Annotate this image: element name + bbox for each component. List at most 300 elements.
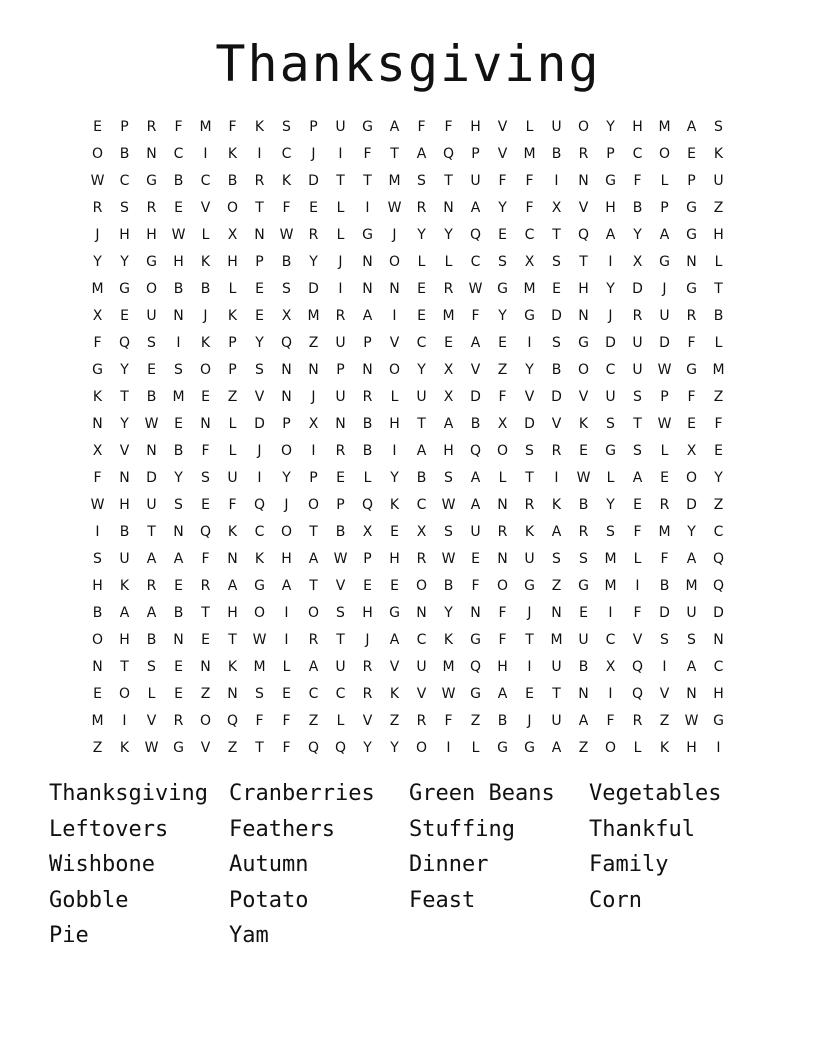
grid-letter: R (146, 199, 157, 216)
grid-letter: B (200, 280, 211, 297)
grid-letter: T (228, 631, 237, 648)
grid-letter: E (93, 118, 102, 135)
grid-letter: V (362, 712, 373, 729)
grid-letter: O (577, 361, 590, 378)
grid-letter: J (338, 253, 343, 270)
grid-letter: T (201, 604, 210, 621)
grid-letter: G (524, 307, 535, 324)
grid-letter: N (308, 361, 319, 378)
grid-letter: W (441, 496, 456, 513)
grid-letter: O (280, 523, 293, 540)
grid-letter: R (146, 577, 157, 594)
grid-letter: X (308, 415, 319, 432)
grid-letter: S (633, 388, 642, 405)
grid-letter: K (227, 658, 238, 675)
grid-letter: Y (255, 334, 264, 351)
grid-letter: H (227, 253, 238, 270)
grid-letter: C (416, 496, 427, 513)
grid-letter: G (470, 685, 481, 702)
grid-letter: Y (309, 253, 318, 270)
grid-letter: Y (714, 469, 723, 486)
grid-letter: T (552, 685, 561, 702)
grid-letter: L (444, 253, 453, 270)
grid-letter: T (579, 253, 588, 270)
grid-letter: C (335, 685, 346, 702)
grid-letter: F (498, 172, 507, 189)
grid-letter: Q (442, 145, 455, 162)
grid-letter: U (551, 712, 562, 729)
grid-letter: Z (389, 712, 400, 729)
grid-letter: Y (687, 523, 696, 540)
grid-letter: G (173, 739, 184, 756)
grid-letter: P (120, 118, 129, 135)
grid-letter: N (578, 685, 589, 702)
grid-letter: A (173, 550, 184, 567)
grid-letter: B (578, 658, 589, 675)
grid-letter: P (228, 334, 237, 351)
grid-letter: A (551, 523, 562, 540)
grid-letter: T (363, 172, 372, 189)
grid-letter: H (470, 118, 481, 135)
word-list-item: Feathers (229, 816, 335, 842)
grid-letter: Z (92, 739, 103, 756)
grid-letter: S (444, 469, 453, 486)
grid-letter: W (657, 415, 672, 432)
grid-letter: R (200, 577, 211, 594)
grid-letter: L (336, 712, 345, 729)
grid-letter: Z (713, 199, 724, 216)
grid-letter: G (686, 361, 697, 378)
grid-letter: Q (631, 685, 644, 702)
grid-letter: W (441, 685, 456, 702)
grid-letter: G (146, 253, 157, 270)
grid-letter: Q (253, 496, 266, 513)
grid-letter: H (443, 442, 454, 459)
grid-letter: O (604, 739, 617, 756)
grid-letter: Y (417, 361, 426, 378)
grid-letter: P (363, 550, 372, 567)
grid-letter: V (578, 199, 589, 216)
grid-letter: E (336, 469, 345, 486)
grid-letter: I (257, 145, 262, 162)
grid-letter: S (660, 631, 669, 648)
grid-letter: K (524, 523, 535, 540)
word-list-item: Thanksgiving (49, 781, 208, 806)
grid-letter: Q (631, 658, 644, 675)
grid-letter: S (282, 280, 291, 297)
grid-letter: I (608, 604, 613, 621)
grid-letter: D (713, 604, 724, 621)
grid-letter: U (470, 172, 481, 189)
grid-letter: S (336, 604, 345, 621)
grid-letter: Y (120, 415, 129, 432)
grid-letter: R (632, 307, 643, 324)
grid-letter: E (174, 577, 183, 594)
grid-letter: D (308, 172, 319, 189)
grid-letter: U (416, 658, 427, 675)
grid-letter: O (199, 712, 212, 729)
grid-letter: E (417, 307, 426, 324)
grid-letter: Y (120, 253, 129, 270)
grid-letter: B (470, 415, 481, 432)
grid-letter: R (686, 307, 697, 324)
grid-letter: Q (226, 712, 239, 729)
grid-letter: L (714, 253, 723, 270)
grid-letter: E (525, 685, 534, 702)
grid-letter: K (659, 739, 670, 756)
grid-letter: Y (444, 604, 453, 621)
grid-letter: F (228, 496, 237, 513)
grid-letter: Y (390, 739, 399, 756)
grid-letter: F (525, 172, 534, 189)
grid-letter: F (714, 415, 723, 432)
grid-letter: P (687, 172, 696, 189)
grid-letter: K (443, 631, 454, 648)
grid-letter: Z (308, 712, 319, 729)
grid-letter: O (145, 280, 158, 297)
grid-letter: G (497, 739, 508, 756)
grid-letter: S (633, 442, 642, 459)
grid-letter: L (390, 388, 399, 405)
grid-letter: R (632, 712, 643, 729)
grid-letter: N (416, 604, 427, 621)
grid-letter: R (335, 442, 346, 459)
word-list-item: Dinner (409, 852, 489, 877)
grid-letter: W (90, 496, 105, 513)
grid-letter: R (173, 712, 184, 729)
grid-letter: L (417, 253, 426, 270)
grid-letter: B (551, 361, 562, 378)
grid-letter: N (281, 388, 292, 405)
grid-letter: J (662, 280, 667, 297)
grid-letter: Y (498, 199, 507, 216)
grid-letter: G (254, 577, 265, 594)
grid-letter: B (173, 280, 184, 297)
grid-letter: I (338, 280, 343, 297)
word-list (49, 778, 769, 956)
grid-letter: S (444, 523, 453, 540)
grid-letter: C (605, 361, 616, 378)
grid-letter: S (282, 118, 291, 135)
grid-letter: S (120, 199, 129, 216)
grid-letter: G (524, 577, 535, 594)
grid-letter: U (551, 658, 562, 675)
grid-letter: F (498, 388, 507, 405)
grid-letter: I (392, 307, 397, 324)
grid-letter: R (524, 496, 535, 513)
grid-letter: Y (498, 307, 507, 324)
grid-letter: U (146, 307, 157, 324)
grid-letter: I (716, 739, 721, 756)
grid-letter: N (146, 145, 157, 162)
grid-letter: E (687, 415, 696, 432)
grid-letter: V (470, 361, 481, 378)
grid-letter: M (253, 658, 266, 675)
grid-letter: A (686, 550, 697, 567)
grid-letter: T (336, 631, 345, 648)
grid-letter: H (227, 604, 238, 621)
grid-letter: E (174, 685, 183, 702)
grid-letter: G (578, 577, 589, 594)
grid-letter: S (552, 334, 561, 351)
grid-letter: P (660, 388, 669, 405)
grid-letter: A (146, 604, 157, 621)
grid-letter: N (146, 442, 157, 459)
grid-letter: G (362, 226, 373, 243)
grid-letter: M (658, 118, 671, 135)
grid-letter: U (335, 388, 346, 405)
grid-letter: Q (469, 658, 482, 675)
grid-letter: W (576, 469, 591, 486)
word-list-item: Stuffing (409, 816, 515, 842)
grid-letter: W (144, 415, 159, 432)
grid-letter: V (200, 739, 211, 756)
grid-letter: B (362, 442, 373, 459)
grid-letter: G (146, 172, 157, 189)
grid-letter: W (252, 631, 267, 648)
grid-letter: P (606, 145, 615, 162)
grid-letter: O (496, 442, 509, 459)
grid-letter: M (550, 631, 563, 648)
grid-letter: E (444, 334, 453, 351)
grid-letter: U (551, 118, 562, 135)
grid-letter: B (416, 469, 427, 486)
grid-letter: Y (525, 361, 534, 378)
grid-letter: A (632, 469, 643, 486)
grid-letter: Z (713, 388, 724, 405)
grid-letter: L (633, 550, 642, 567)
grid-letter: F (174, 118, 183, 135)
grid-letter: E (282, 685, 291, 702)
grid-letter: A (308, 550, 319, 567)
grid-letter: J (392, 226, 397, 243)
grid-letter: S (174, 361, 183, 378)
grid-letter: D (551, 388, 562, 405)
grid-letter: L (633, 739, 642, 756)
grid-letter: B (335, 523, 346, 540)
grid-letter: O (496, 577, 509, 594)
grid-letter: O (118, 685, 131, 702)
grid-letter: Y (606, 496, 615, 513)
grid-letter: T (120, 388, 129, 405)
grid-letter: W (441, 550, 456, 567)
grid-letter: R (362, 388, 373, 405)
grid-letter: R (497, 523, 508, 540)
grid-letter: U (227, 469, 238, 486)
grid-letter: P (309, 469, 318, 486)
grid-letter: N (497, 550, 508, 567)
grid-letter: G (524, 739, 535, 756)
word-list-item: Gobble (49, 887, 129, 913)
grid-letter: L (282, 658, 291, 675)
grid-letter: K (389, 685, 400, 702)
grid-letter: Z (497, 361, 508, 378)
grid-letter: A (578, 712, 589, 729)
grid-letter: S (552, 550, 561, 567)
grid-letter: Q (280, 334, 293, 351)
grid-letter: R (578, 145, 589, 162)
grid-letter: E (255, 280, 264, 297)
grid-letter: P (255, 253, 264, 270)
grid-letter: N (578, 172, 589, 189)
grid-letter: Q (712, 577, 725, 594)
grid-letter: N (200, 415, 211, 432)
grid-letter: R (551, 442, 562, 459)
grid-letter: V (497, 118, 508, 135)
word-list-item: Potato (229, 887, 309, 913)
grid-letter: X (497, 415, 508, 432)
grid-letter: W (90, 172, 105, 189)
grid-letter: Y (633, 226, 642, 243)
grid-letter: I (608, 253, 613, 270)
grid-letter: W (657, 361, 672, 378)
grid-letter: O (253, 604, 266, 621)
grid-letter: K (227, 145, 238, 162)
grid-letter: A (362, 307, 373, 324)
grid-letter: S (687, 631, 696, 648)
grid-letter: D (632, 280, 643, 297)
grid-letter: C (524, 226, 535, 243)
grid-letter: E (147, 361, 156, 378)
grid-letter: Z (308, 334, 319, 351)
grid-letter: S (498, 253, 507, 270)
grid-letter: F (498, 604, 507, 621)
grid-letter: L (471, 739, 480, 756)
grid-letter: O (415, 739, 428, 756)
grid-letter: M (523, 280, 536, 297)
grid-letter: T (525, 631, 534, 648)
grid-letter: N (119, 469, 130, 486)
grid-letter: X (686, 442, 697, 459)
grid-letter: Q (361, 496, 374, 513)
grid-letter: M (199, 118, 212, 135)
grid-letter: L (336, 226, 345, 243)
grid-letter: A (470, 469, 481, 486)
grid-letter: Z (659, 712, 670, 729)
grid-letter: F (471, 307, 480, 324)
grid-letter: U (578, 631, 589, 648)
grid-letter: U (335, 334, 346, 351)
grid-letter: A (659, 226, 670, 243)
grid-letter: I (635, 577, 640, 594)
grid-letter: H (605, 199, 616, 216)
grid-letter: E (120, 307, 129, 324)
grid-letter: T (444, 172, 453, 189)
grid-letter: F (201, 442, 210, 459)
grid-letter: A (416, 145, 427, 162)
grid-letter: A (146, 550, 157, 567)
grid-letter: E (201, 631, 210, 648)
grid-letter: C (200, 172, 211, 189)
grid-letter: D (659, 334, 670, 351)
grid-letter: F (93, 469, 102, 486)
grid-letter: G (470, 631, 481, 648)
grid-letter: K (254, 550, 265, 567)
grid-letter: U (605, 388, 616, 405)
grid-letter: S (93, 550, 102, 567)
grid-letter: K (578, 415, 589, 432)
word-list-item: Wishbone (49, 852, 155, 877)
grid-letter: I (392, 442, 397, 459)
grid-letter: F (498, 631, 507, 648)
grid-letter: M (604, 550, 617, 567)
grid-letter: Y (417, 226, 426, 243)
grid-letter: J (527, 604, 532, 621)
grid-letter: R (308, 226, 319, 243)
grid-letter: W (279, 226, 294, 243)
grid-letter: E (309, 199, 318, 216)
grid-letter: L (660, 442, 669, 459)
grid-letter: W (144, 739, 159, 756)
grid-letter: F (255, 712, 264, 729)
grid-letter: K (200, 334, 211, 351)
grid-letter: Z (551, 577, 562, 594)
grid-letter: Y (606, 280, 615, 297)
grid-letter: I (203, 145, 208, 162)
grid-letter: U (146, 496, 157, 513)
grid-letter: H (119, 631, 130, 648)
grid-letter: R (362, 658, 373, 675)
grid-letter: J (284, 496, 289, 513)
grid-letter: Y (390, 469, 399, 486)
grid-letter: H (362, 604, 373, 621)
grid-letter: R (416, 712, 427, 729)
grid-letter: W (684, 712, 699, 729)
grid-letter: I (284, 631, 289, 648)
grid-letter: B (281, 253, 292, 270)
grid-letter: H (119, 496, 130, 513)
grid-letter: V (119, 442, 130, 459)
grid-letter: J (527, 712, 532, 729)
grid-letter: V (146, 712, 157, 729)
grid-letter: U (335, 658, 346, 675)
word-list-item: Corn (589, 887, 642, 913)
grid-letter: Y (174, 469, 183, 486)
grid-letter: Y (282, 469, 291, 486)
grid-letter: B (443, 577, 454, 594)
grid-letter: Z (578, 739, 589, 756)
grid-letter: X (281, 307, 292, 324)
grid-letter: E (390, 577, 399, 594)
grid-letter: N (362, 253, 373, 270)
grid-letter: L (201, 226, 210, 243)
grid-letter: I (527, 334, 532, 351)
grid-letter: B (173, 442, 184, 459)
grid-letter: J (608, 307, 613, 324)
grid-letter: G (578, 334, 589, 351)
grid-letter: N (281, 361, 292, 378)
grid-letter: X (524, 253, 535, 270)
grid-letter: T (714, 280, 723, 297)
grid-letter: O (415, 577, 428, 594)
grid-letter: F (606, 712, 615, 729)
grid-letter: O (280, 442, 293, 459)
grid-letter: E (174, 199, 183, 216)
grid-letter: B (119, 145, 130, 162)
grid-letter: L (147, 685, 156, 702)
grid-letter: U (686, 604, 697, 621)
grid-letter: N (686, 685, 697, 702)
grid-letter: G (92, 361, 103, 378)
word-list-item: Vegetables (589, 781, 722, 806)
grid-letter: E (471, 550, 480, 567)
grid-letter: U (713, 172, 724, 189)
grid-letter: M (658, 523, 671, 540)
grid-letter: R (443, 280, 454, 297)
grid-letter: M (442, 658, 455, 675)
grid-letter: T (309, 523, 318, 540)
grid-letter: E (174, 415, 183, 432)
